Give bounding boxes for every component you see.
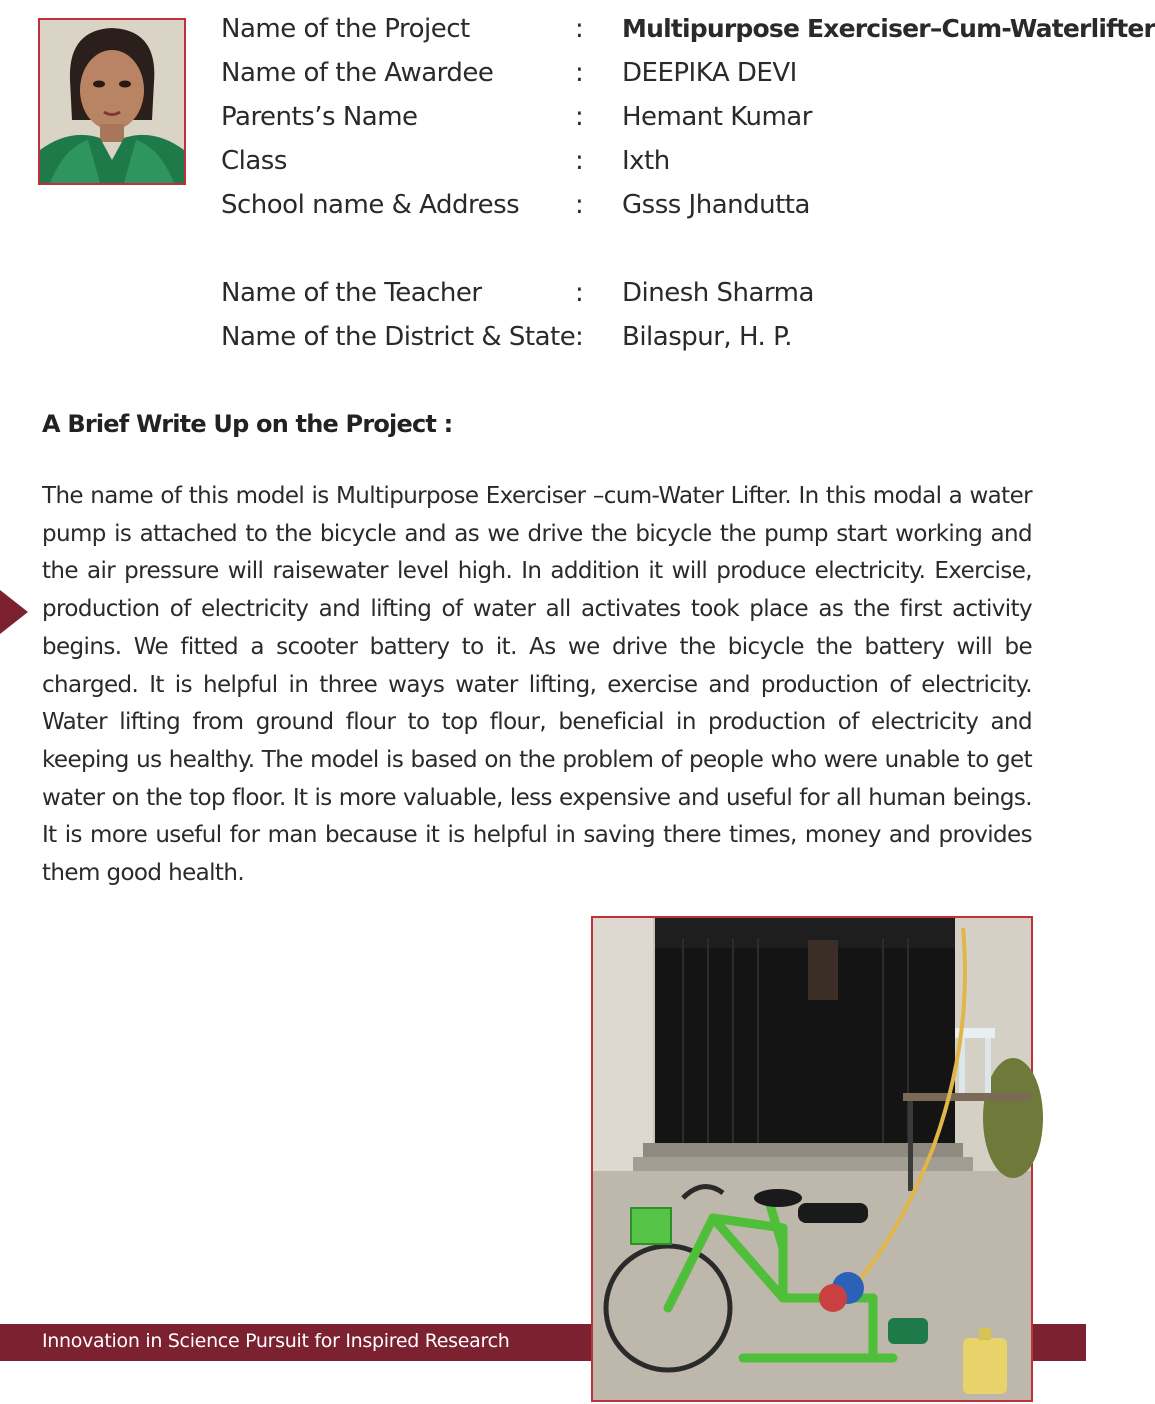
awardee-photo	[38, 18, 186, 185]
bicycle-model-illustration	[593, 918, 1031, 1400]
info-label: Class	[221, 146, 287, 176]
info-separator: :	[575, 58, 584, 88]
info-label: Name of the Project	[221, 14, 470, 44]
info-label: School name & Address	[221, 190, 520, 220]
info-value-district: Bilaspur, H. P.	[622, 322, 792, 352]
info-value-teacher: Dinesh Sharma	[622, 278, 814, 308]
info-label: Name of the District & State	[221, 322, 576, 352]
info-separator: :	[575, 322, 584, 352]
footer-text: Innovation in Science Pursuit for Inspired Research	[42, 1330, 510, 1352]
info-value-project-name: Multipurpose Exerciser–Cum-Waterlifter	[622, 14, 1155, 43]
info-value-class: Ixth	[622, 146, 670, 176]
info-separator: :	[575, 102, 584, 132]
side-arrow-icon	[0, 590, 28, 634]
awardee-portrait-illustration	[40, 20, 184, 183]
info-separator: :	[575, 190, 584, 220]
info-label: Name of the Awardee	[221, 58, 494, 88]
writeup-heading: A Brief Write Up on the Project :	[42, 410, 453, 438]
writeup-body: The name of this model is Multipurpose Exerciser –cum-Water Lifter. In this modal a water pump is attached to the bicycle and as we drive the bicycle the pump start working and the air pressure will raisewater level high. In addition it will produce electricity. Exercise, production of electricity and lifting of water all activates took place as the first activity begins. We fitted a scooter battery to it. As we drive the bicycle the battery will be charged. It is helpful in three ways water lifting, exercise and production of electricity. Water lifting from ground flour to top flour, beneficial in production of electricity and keeping us healthy. The model is based on the problem of people who were unable to get water on the top floor. It is more valuable, less expensive and useful for all human beings. It is more useful for man because it is helpful in saving there times, money and provides them good health.	[42, 483, 1032, 887]
info-value-awardee: DEEPIKA DEVI	[622, 58, 797, 88]
info-value-school: Gsss Jhandutta	[622, 190, 810, 220]
info-separator: :	[575, 278, 584, 308]
project-photo	[591, 916, 1033, 1402]
info-separator: :	[575, 14, 584, 44]
info-label: Parents’s Name	[221, 102, 418, 132]
info-separator: :	[575, 146, 584, 176]
info-value-parents: Hemant Kumar	[622, 102, 812, 132]
info-label: Name of the Teacher	[221, 278, 482, 308]
